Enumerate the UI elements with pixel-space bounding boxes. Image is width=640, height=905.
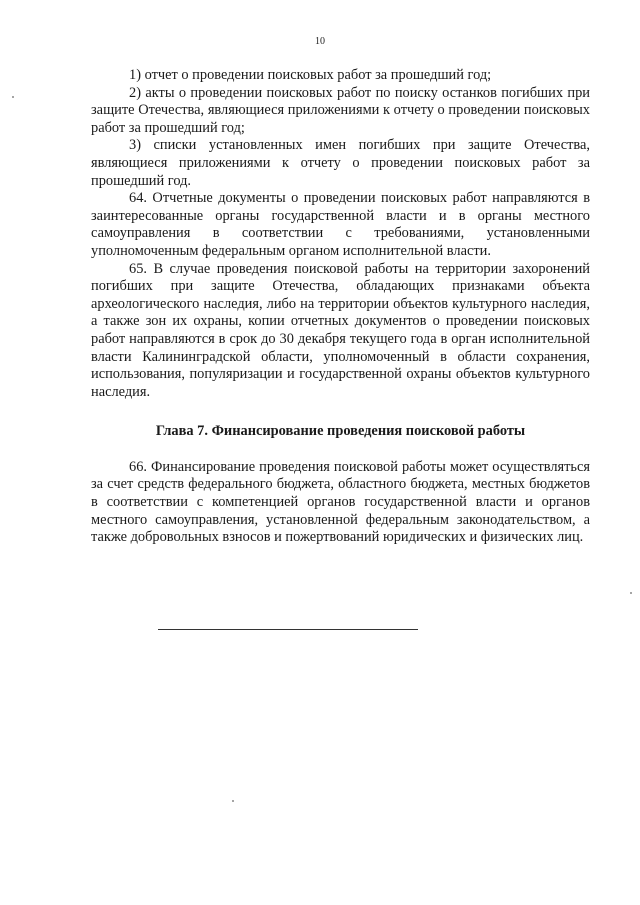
paragraph-66: 66. Финансирование проведения поисковой работы может осуществляться за счет средств федерального бюджета, областного бюджета, местных бюджетов в соответствии с компетенцией органов государственной власти и органов местного самоуправления, установленной федеральным законодательством, а также добровольных взносов и пожертвований юридических и физических лиц. <box>91 458 590 546</box>
document-body <box>91 67 590 547</box>
end-rule <box>158 629 418 630</box>
list-item-acts: 2) акты о проведении поисковых работ по поиску останков погибших при защите Отечества, являющиеся приложениями к отчету о проведении поисковых работ за прошедший год; <box>91 84 590 136</box>
scan-artifact <box>630 592 632 594</box>
list-item-report: 1) отчет о проведении поисковых работ за прошедший год; <box>129 67 492 83</box>
paragraph-65: 65. В случае проведения поисковой работы на территории захоронений погибших при защите Отечества, обладающих признаками объекта археологического наследия, либо на территории объектов культурного наследия, а также зон их охраны, копии отчетных документов о проведении поисковых работ направляются в срок до 30 декабря текущего года в орган исполнительной власти Калининградской области, уполномоченный в области сохранения, использования, популяризации и государственной охраны объектов культурного наследия. <box>91 260 590 400</box>
page-number: 10 <box>315 36 325 47</box>
paragraph-64: 64. Отчетные документы о проведении поисковых работ направляются в заинтересованные органы государственной власти и в органы местного самоуправления в соответствии с требованиями, установленными уполномоченным федеральным органом исполнительной власти. <box>91 190 590 259</box>
scan-artifact <box>232 800 234 802</box>
chapter-heading: Глава 7. Финансирование проведения поисковой работы <box>155 423 526 440</box>
scan-artifact <box>12 96 14 98</box>
list-item-name-lists: 3) списки установленных имен погибших при защите Отечества, являющиеся приложениями к отчету о проведении поисковых работ за прошедший год. <box>91 137 590 189</box>
